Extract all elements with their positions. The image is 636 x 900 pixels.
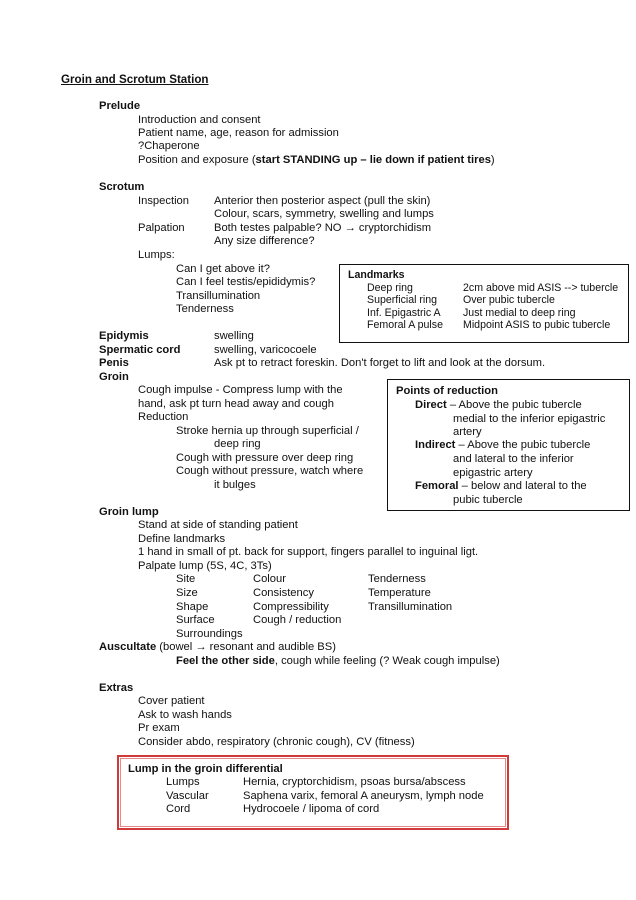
other-side-bold: Feel the other side bbox=[176, 655, 275, 667]
differential-text: Hydrocoele / lipoma of cord bbox=[243, 803, 380, 815]
prelude-item: Introduction and consent bbox=[138, 114, 261, 126]
extras-item: Ask to wash hands bbox=[138, 709, 232, 721]
landmark-name: Inf. Epigastric A bbox=[367, 307, 441, 319]
landmark-desc: Over pubic tubercle bbox=[463, 294, 555, 306]
lump-t-item: Temperature bbox=[368, 587, 431, 599]
palpation-label: Palpation bbox=[138, 222, 185, 234]
por-indirect-text: – Above the pubic tubercle bbox=[458, 439, 591, 451]
por-indirect-text: and lateral to the inferior bbox=[453, 453, 574, 465]
other-side-line bbox=[176, 655, 500, 668]
points-of-reduction-box bbox=[387, 379, 630, 511]
differential-heading: Lump in the groin differential bbox=[128, 763, 283, 775]
auscultate-line bbox=[99, 641, 336, 654]
por-heading: Points of reduction bbox=[396, 385, 498, 397]
lump-s-item: Shape bbox=[176, 601, 209, 613]
reduction-line: it bulges bbox=[214, 479, 256, 491]
landmarks-heading: Landmarks bbox=[348, 269, 405, 281]
position-bold: start STANDING up – lie down if patient tires bbox=[255, 154, 491, 166]
prelude-heading: Prelude bbox=[99, 100, 141, 112]
groin-lump-line: Stand at side of standing patient bbox=[138, 519, 298, 531]
lump-s-item: Surroundings bbox=[176, 628, 243, 640]
spermatic-cord-text: swelling, varicocoele bbox=[214, 344, 317, 356]
groin-line: hand, ask pt turn head away and cough bbox=[138, 398, 334, 410]
reduction-line: Stroke hernia up through superficial / bbox=[176, 425, 359, 437]
epidymis-text: swelling bbox=[214, 330, 254, 342]
landmark-desc: 2cm above mid ASIS --> tubercle bbox=[463, 282, 619, 294]
scrotum-heading: Scrotum bbox=[99, 181, 145, 193]
differential-box bbox=[117, 755, 509, 830]
epidymis-label: Epidymis bbox=[99, 330, 149, 342]
extras-item: Cover patient bbox=[138, 695, 205, 707]
por-femoral bbox=[415, 480, 587, 493]
landmarks-box bbox=[339, 264, 629, 343]
prelude-item: Patient name, age, reason for admission bbox=[138, 127, 339, 139]
reduction-line: deep ring bbox=[214, 438, 261, 450]
differential-label: Vascular bbox=[166, 790, 209, 802]
inspection-line: Colour, scars, symmetry, swelling and lumps bbox=[214, 208, 434, 220]
differential-label: Cord bbox=[166, 803, 191, 815]
position-suffix: ) bbox=[490, 154, 495, 166]
groin-line: Reduction bbox=[138, 411, 189, 423]
prelude-position bbox=[138, 154, 495, 167]
groin-lump-line: Palpate lump (5S, 4C, 3Ts) bbox=[138, 560, 272, 572]
landmark-desc: Midpoint ASIS to pubic tubercle bbox=[463, 319, 611, 331]
differential-text: Saphena varix, femoral A aneurysm, lymph node bbox=[243, 790, 484, 802]
por-direct-text: – Above the pubic tubercle bbox=[449, 399, 582, 411]
groin-heading: Groin bbox=[99, 371, 129, 383]
extras-heading: Extras bbox=[99, 682, 134, 694]
por-femoral-text: – below and lateral to the bbox=[461, 480, 587, 492]
reduction-line: Cough without pressure, watch where bbox=[176, 465, 364, 477]
other-side-text: , cough while feeling (? Weak cough impulse) bbox=[274, 655, 500, 667]
lumps-item: Can I get above it? bbox=[176, 263, 270, 275]
landmark-desc: Just medial to deep ring bbox=[463, 307, 576, 319]
groin-lump-line: 1 hand in small of pt. back for support, fingers parallel to inguinal ligt. bbox=[138, 546, 479, 558]
extras-item: Consider abdo, respiratory (chronic cough), CV (fitness) bbox=[138, 736, 415, 748]
lump-t-item: Transillumination bbox=[368, 601, 453, 613]
lumps-item: Transillumination bbox=[176, 290, 261, 302]
differential-label: Lumps bbox=[166, 776, 200, 788]
por-femoral-text: pubic tubercle bbox=[453, 494, 523, 506]
lumps-item: Tenderness bbox=[176, 303, 234, 315]
lump-s-item: Size bbox=[176, 587, 198, 599]
lump-c-item: Compressibility bbox=[253, 601, 329, 613]
por-femoral-label: Femoral bbox=[415, 480, 459, 492]
lump-c-item: Cough / reduction bbox=[253, 614, 342, 626]
lump-t-item: Tenderness bbox=[368, 573, 426, 585]
spermatic-cord-label: Spermatic cord bbox=[99, 344, 181, 356]
por-indirect-label: Indirect bbox=[415, 439, 456, 451]
palpation-line: Both testes palpable? NO → cryptorchidism bbox=[214, 222, 432, 234]
palpation-line: Any size difference? bbox=[214, 235, 315, 247]
por-indirect-text: epigastric artery bbox=[453, 467, 533, 479]
reduction-line: Cough with pressure over deep ring bbox=[176, 452, 354, 464]
lump-c-item: Consistency bbox=[253, 587, 314, 599]
groin-line: Cough impulse - Compress lump with the bbox=[138, 384, 343, 396]
position-prefix: Position and exposure ( bbox=[138, 154, 256, 166]
penis-text: Ask pt to retract foreskin. Don't forget to lift and look at the dorsum. bbox=[214, 357, 546, 369]
inspection-label: Inspection bbox=[138, 195, 189, 207]
por-direct bbox=[415, 399, 582, 412]
landmark-name: Deep ring bbox=[367, 282, 413, 294]
por-direct-text: artery bbox=[453, 426, 482, 438]
por-direct-label: Direct bbox=[415, 399, 447, 411]
lump-s-item: Surface bbox=[176, 614, 215, 626]
por-indirect bbox=[415, 439, 590, 452]
auscultate-label: Auscultate bbox=[99, 641, 157, 653]
por-direct-text: medial to the inferior epigastric bbox=[453, 413, 606, 425]
groin-lump-line: Define landmarks bbox=[138, 533, 226, 545]
lumps-item: Can I feel testis/epididymis? bbox=[176, 276, 316, 288]
landmark-name: Superficial ring bbox=[367, 294, 438, 306]
lumps-label: Lumps: bbox=[138, 249, 175, 261]
page-title: Groin and Scrotum Station bbox=[61, 73, 209, 86]
penis-label: Penis bbox=[99, 357, 129, 369]
prelude-item: ?Chaperone bbox=[138, 140, 200, 152]
inspection-line: Anterior then posterior aspect (pull the skin) bbox=[214, 195, 431, 207]
landmark-name: Femoral A pulse bbox=[367, 319, 443, 331]
groin-lump-heading: Groin lump bbox=[99, 506, 159, 518]
differential-text: Hernia, cryptorchidism, psoas bursa/abscess bbox=[243, 776, 466, 788]
lump-c-item: Colour bbox=[253, 573, 286, 585]
extras-item: Pr exam bbox=[138, 722, 180, 734]
auscultate-text: (bowel → resonant and audible BS) bbox=[156, 641, 336, 653]
lump-s-item: Site bbox=[176, 573, 196, 585]
